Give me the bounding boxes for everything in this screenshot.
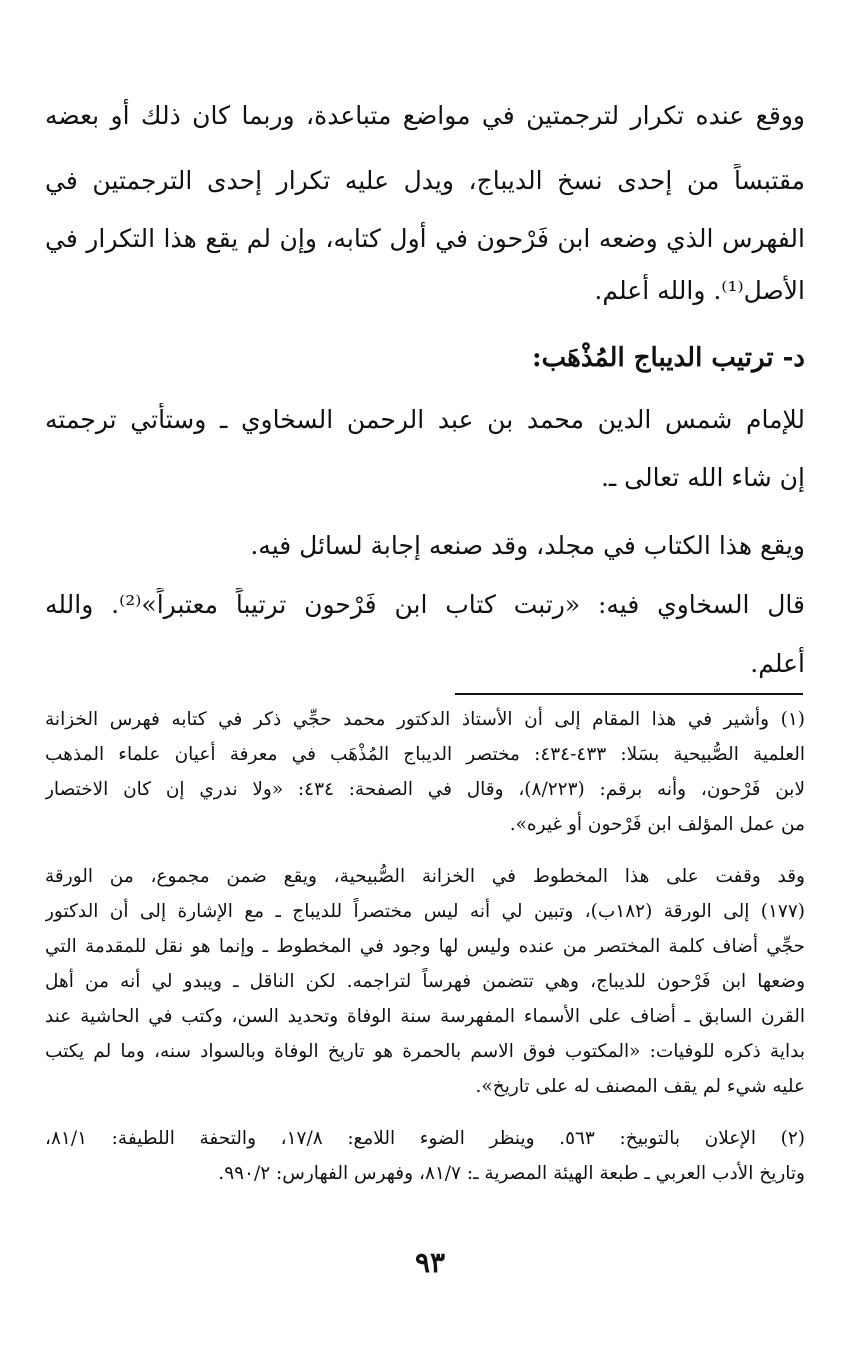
- footnote-line: (١٧٧) إلى الورقة (١٨٢ب)، وتبين لي أنه ليس مختصراً للديباج ـ مع الإشارة إلى أن الدكتور: [45, 901, 805, 922]
- paragraph-line: ووقع عنده تكرار لترجمتين في مواضع متباعدة، وربما كان ذلك أو بعضه: [45, 101, 805, 130]
- page-number: ٩٣: [414, 1246, 446, 1279]
- paragraph-line: قال السخاوي فيه: «رتبت كتاب ابن فَرْحون ترتيباً معتبراً»⁽²⁾. والله: [45, 590, 805, 619]
- footnote-line: وتاريخ الأدب العربي ـ طبعة الهيئة المصرية ـ: ٨١/٧، وفهرس الفهارس: ٩٩٠/٢.: [218, 1163, 805, 1184]
- footnote-line: بداية ذكره للوفيات: «المكتوب فوق الاسم بالحمرة هو تاريخ الوفاة وبالسواد سنه، وما لم يكتب: [45, 1041, 805, 1062]
- paragraph-line: أعلم.: [750, 649, 805, 678]
- paragraph-line: الفهرس الذي وضعه ابن فَرْحون في أول كتابه، وإن لم يقع هذا التكرار في: [45, 224, 805, 253]
- footnote-line: العلمية الصُّبيحية بسَلا: ٤٣٣-٤٣٤: مختصر الديباج المُذْهَب في معرفة أعيان علماء المذهب: [45, 744, 805, 765]
- paragraph-line: الأصل⁽¹⁾. والله أعلم.: [594, 276, 805, 305]
- footnote-line: عليه شيء لم يقف المصنف له على تاريخ».: [475, 1076, 805, 1097]
- footnote-line: من عمل المؤلف ابن فَرْحون أو غيره».: [509, 814, 805, 835]
- footnote-line: القرن السابق ـ أضاف على الأسماء المفهرسة سنة الوفاة وتحديد السن، وكتب في الحاشية عند: [45, 1006, 805, 1027]
- footnote-line: (١) وأشير في هذا المقام إلى أن الأستاذ الدكتور محمد حجِّي ذكر في كتابه فهرس الخزانة: [45, 709, 805, 730]
- paragraph-line: للإمام شمس الدين محمد بن عبد الرحمن السخاوي ـ وستأتي ترجمته: [45, 405, 805, 434]
- section-heading: د- ترتيب الديباج المُذْهَب:: [532, 343, 805, 373]
- footnote-line: لابن فَرْحون، وأنه برقم: (٨/٢٢٣)، وقال في الصفحة: ٤٣٤: «ولا ندري إن كان الاختصار: [45, 779, 805, 800]
- footnote-line: (٢) الإعلان بالتوبيخ: ٥٦٣. وينظر الضوء اللامع: ١٧/٨، والتحفة اللطيفة: ٨١/١،: [45, 1128, 805, 1149]
- footnote-line: وقد وقفت على هذا المخطوط في الخزانة الصُّبيحية، ويقع ضمن مجموع، من الورقة: [45, 866, 805, 887]
- footnote-line: وضعها ابن فَرْحون للديباج، وهي تتضمن فهرساً لتراجمه. لكن الناقل ـ ويبدو لي أنه من أهل: [45, 971, 805, 992]
- paragraph-line: إن شاء الله تعالى ـ.: [600, 463, 805, 492]
- paragraph-line: ويقع هذا الكتاب في مجلد، وقد صنعه إجابة لسائل فيه.: [250, 531, 805, 560]
- footnote-line: حجِّي أضاف كلمة المختصر من عنده وليس لها وجود في المخطوط ـ وإنما هو نقل للمقدمة التي: [45, 936, 805, 957]
- paragraph-line: مقتبساً من إحدى نسخ الديباج، ويدل عليه تكرار إحدى الترجمتين في: [45, 166, 805, 195]
- footnote-divider: [455, 693, 803, 695]
